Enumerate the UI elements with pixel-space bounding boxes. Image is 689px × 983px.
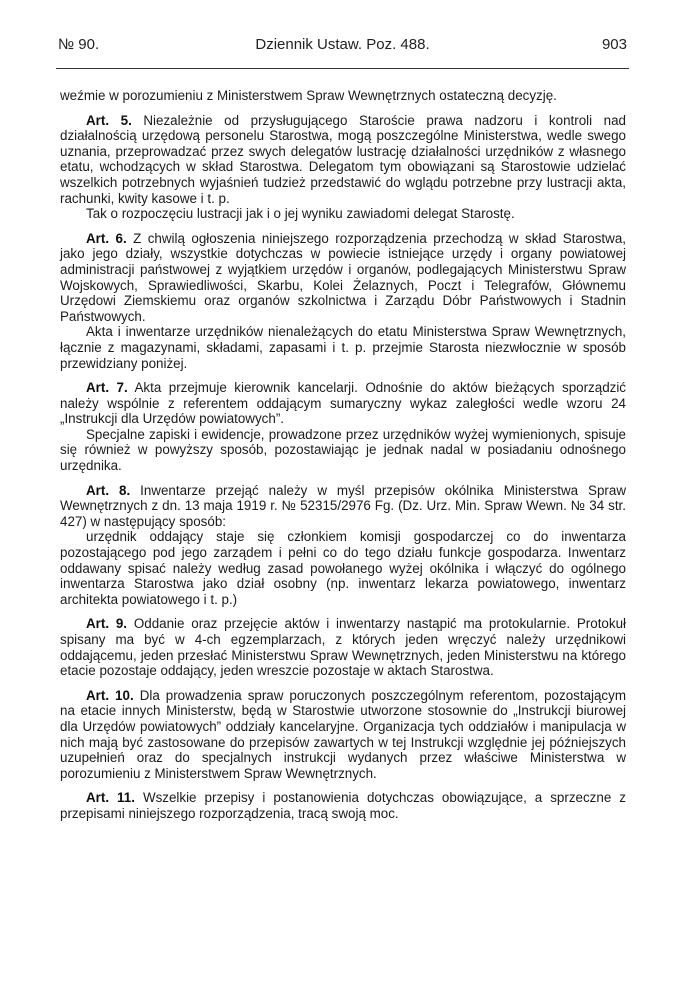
article-label: Art. 6. [86, 230, 127, 246]
article-text: Akta przejmuje kierownik kancelarji. Odnośnie do aktów bieżących sporządzić należy wspólnie z referentem oddającym sumaryczny wykaz zaległości wedle wzoru 24 „Instrukcji dla Urzędów powiatowych”. [60, 380, 627, 427]
page-header [58, 36, 627, 58]
article-label: Art. 10. [86, 687, 134, 703]
article-label: Art. 8. [86, 482, 131, 498]
article-text: Dla prowadzenia spraw poruczonych poszczególnym referentom, pozostającym na etacie innych Ministerstw, będą w Starostwie utworzone stosownie do „Instrukcji biurowej dla Urzędów powiatowych” oddziały kancelaryjne. Organizacja tych oddziałów i manipulacja w nich mają być zastosowane do przepisów zawartych w tej Instrukcji względnie jej późniejszych uzupełnień oraz do specjalnych instrukcji wydanych przez właściwe Ministerstwa w porozumieniu z Ministerstwem Spraw Wewnętrznych. [60, 687, 626, 781]
article-8 [60, 483, 626, 530]
article-10 [60, 688, 626, 782]
paragraph-continuation: weźmie w porozumieniu z Ministerstwem Spraw Wewnętrznych ostateczną decyzję. [60, 88, 557, 103]
article-text: Wszelkie przepisy i postanowienia dotychczas obowiązujące, a sprzeczne z przepisami niniejszego rozporządzenia, tracą swoją moc. [60, 790, 626, 821]
article-7-paragraph-2: Specjalne zapiski i ewidencje, prowadzone przez urzędników wyżej wymienionych, spisuje się również w powyższy sposób, pozostawiając je jednak nadal w posiadaniu odnośnego urzędnika. [60, 426, 626, 474]
article-11 [60, 790, 626, 821]
page-number: 903 [601, 36, 627, 53]
article-text: Oddanie oraz przejęcie aktów i inwentarzy nastąpić ma protokularnie. Protokuł spisany ma być w 4-ch egzemplarzach, z których jeden wręczyć należy urzędnikowi oddającemu, jeden przesłać Ministerstwu Spraw Wewnętrznych, jeden Ministerstwu na którego etacie pozostaje oddający, jeden wreszcie pozostaje w aktach Starostwa. [60, 616, 626, 679]
journal-title: Dziennik Ustaw. Poz. 488. [255, 36, 430, 53]
article-9 [60, 616, 626, 678]
header-rule [56, 68, 629, 69]
article-text: Inwentarze przejąć należy w myśl przepisów okólnika Ministerstwa Spraw Wewnętrznych z dn. 13 maja 1919 r. № 52315/2976 Fg. (Dz. Urz. Min. Spraw Wewn. № 34 str. 427) w następujący sposób: [60, 482, 626, 529]
article-label: Art. 9. [86, 616, 128, 632]
article-8-paragraph-2: urzędnik oddający staje się członkiem komisji gospodarczej co do inwentarza pozostającego pod jego zarządem i pełni co do tego działu funkcje gospodarza. Inwentarz oddawany spisać należy według zasad powołanego wyżej okólnika i włączyć do ogólnego inwentarza Starostwa jako dział osobny (np. inwentarz lekarza powiatowego, inwentarz architekta powiatowego i t. p.) [60, 529, 626, 607]
article-text: Z chwilą ogłoszenia niniejszego rozporządzenia przechodzą w skład Starostwa, jako jego działy, wszystkie dotychczas w powiecie istniejące urzędy i organy powiatowej administracji państwowej z wyjątkiem urzędów i organów, podlegających Ministerstwu Spraw Wojskowych, Sprawiedliwości, Skarbu, Kolei Żelaznych, Poczt i Telegrafów, Głównemu Urzędowi Ziemskiemu oraz organów szkolnictwa i Zarządu Dóbr Państwowych i Stadnin Państwowych. [60, 230, 626, 324]
article-5-paragraph-2: Tak o rozpoczęciu lustracji jak i o jej wyniku zawiadomi delegat Starostę. [86, 206, 515, 222]
document-body [60, 88, 626, 822]
article-6 [60, 231, 626, 325]
issue-number: № 90. [58, 36, 100, 53]
article-label: Art. 5. [86, 112, 132, 128]
article-7 [60, 380, 626, 427]
article-text: Niezależnie od przysługującego Staroście prawa nadzoru i kontroli nad działalnością urzędową personelu Starostwa, mogą poszczególne Ministerstwa, wedle swego uznania, przeprowadzać przez swych delegatów lustrację działalności urzędników z własnego etatu, wchodzących w skład Starostwa. Delegatom tym obowiązani są Starostowie udzielać wszelkich potrzebnych wyjaśnień tudzież przedstawić do wglądu potrzebne przy lustracji akta, rachunki, kwity kasowe i t. p. [60, 112, 627, 206]
article-5 [60, 113, 626, 207]
article-label: Art. 7. [86, 380, 128, 396]
article-6-paragraph-2: Akta i inwentarze urzędników nienależących do etatu Ministerstwa Spraw Wewnętrznych, łącznie z magazynami, składami, zapasami i t. p. przejmie Starosta niezwłocznie w sposób przewidziany poniżej. [60, 324, 626, 371]
article-label: Art. 11. [86, 790, 135, 806]
